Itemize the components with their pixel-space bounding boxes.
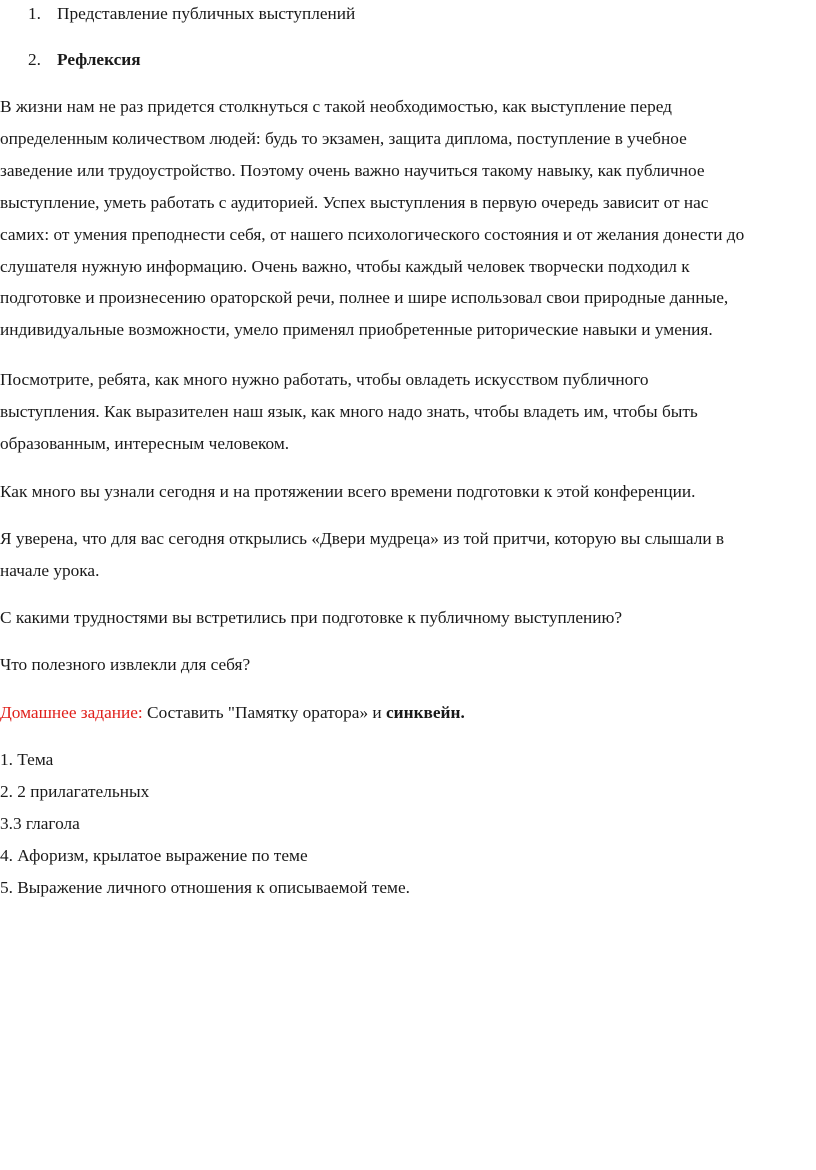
paragraph-line: В жизни нам не раз придется столкнуться с такой необходимостью, как выступление перед [0,97,672,116]
paragraph-line: Что полезного извлекли для себя? [0,655,251,674]
cinquain-step-1: 1. Тема [0,750,54,769]
cinquain-step-2: 2. 2 прилагательных [0,782,150,801]
homework-label: Домашнее задание: [0,703,143,722]
cinquain-step-4: 4. Афоризм, крылатое выражение по теме [0,846,308,865]
list-item-1-number: 1. [28,4,41,23]
paragraph-line: определенным количеством людей: будь то экзамен, защита диплома, поступление в учебное [0,128,687,148]
paragraph-question-difficulties [0,602,816,634]
list-item-1-text: Представление публичных выступлений [57,4,356,23]
paragraph-wisdom-doors [0,523,816,587]
paragraph-question-learned [0,476,816,508]
paragraph-line: слушателя нужную информацию. Очень важно, чтобы каждый человек творчески подходил к [0,256,690,276]
paragraph-line: образованным, интересным человеком. [0,433,290,453]
homework-row [0,697,816,729]
paragraph-line: Я уверена, что для вас сегодня открылись «Двери мудреца» из той притчи, которую вы слышали в [0,529,725,548]
paragraph-intro [0,91,816,346]
paragraph-line: выступления. Как выразителен наш язык, как много надо знать, чтобы владеть им, чтобы быть [0,401,698,421]
list-item-2-text: Рефлексия [57,50,141,69]
paragraph-line: начале урока. [0,560,100,580]
homework-line [0,697,816,729]
homework-text: Составить "Памятку оратора» и [142,703,386,722]
paragraph-question-useful [0,649,816,681]
paragraph-line: Как много вы узнали сегодня и на протяжении всего времени подготовки к этой конференции. [0,482,696,501]
paragraph-line: индивидуальные возможности, умело применял приобретенные риторические навыки и умения. [0,320,713,340]
cinquain-step-3: 3.3 глагола [0,814,80,833]
paragraph-line: заведение или трудоустройство. Поэтому очень важно научиться такому навыку, как публичное [0,160,705,180]
paragraph-line: Посмотрите, ребята, как много нужно работать, чтобы овладеть искусством публичного [0,370,649,389]
paragraph-line: выступление, уметь работать с аудиторией. Успех выступления в первую очередь зависит от нас [0,192,709,212]
paragraph-line: С какими трудностями вы встретились при подготовке к публичному выступлению? [0,608,623,627]
paragraph-encouragement [0,364,816,460]
paragraph-line: подготовке и произнесению ораторской речи, полнее и шире использовал свои природные данные, [0,288,729,308]
paragraph-line: самих: от умения преподнести себя, от нашего психологического состояния и от желания донести до [0,224,745,244]
list-item-2-number: 2. [28,50,41,69]
cinquain-step-5: 5. Выражение личного отношения к описываемой теме. [0,878,410,897]
homework-bold-word: синквейн. [385,703,465,722]
